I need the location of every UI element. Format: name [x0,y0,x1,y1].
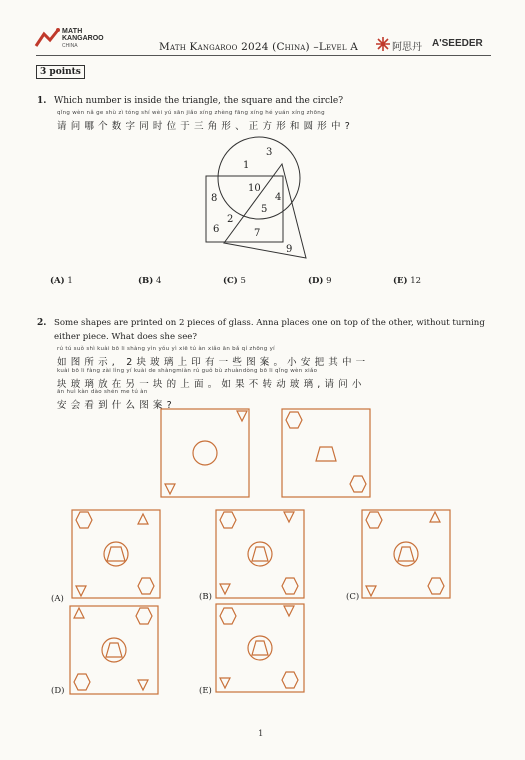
q2-option-c-image [362,510,450,598]
region-number: 3 [266,147,273,158]
q2-option-a-label[interactable]: (A) [51,594,64,604]
seeder-star-icon [376,37,390,51]
logo-text-china: CHINA [62,43,78,49]
q2-hanzi-line3: 安会看到什么图案? [57,400,176,411]
q2-option-d-image [70,606,158,694]
q2-pinyin-line1: rú tú suǒ shì kuài bō li shàng yìn yǒu yì xiē tú àn xiǎo ān bǎ qí zhōng yí [57,346,275,352]
region-number: 5 [261,204,268,215]
q2-hanzi-line2: 块玻璃放在另一块的上面。如果不转动玻璃,请问小 [57,379,366,390]
region-number: 8 [211,193,218,204]
q2-option-e-label[interactable]: (E) [199,686,212,696]
region-number: 6 [213,224,220,235]
q2-pinyin-line3: ān huì kàn dào shén me tú àn [57,389,148,395]
glass-piece-1 [161,409,249,497]
logo-text-kangaroo: KANGAROO [62,35,104,42]
q1-option-a[interactable]: (A) 1 [50,276,73,286]
page-title: Math Kangaroo 2024 (China) –Level A [159,41,359,53]
q1-hanzi: 请问哪个数字同时位于三角形、正方形和圆形中? [57,121,354,132]
logo-text-math: MATH [62,28,83,35]
partner-name-en: A'SEEDER [432,38,483,49]
q1-option-c[interactable]: (C) 5 [223,276,246,286]
q2-text-line2: either piece. What does she see? [54,332,197,342]
header-divider [36,55,491,56]
q2-number: 2. [37,318,47,328]
partner-name-cn: 阿思丹 [392,42,422,53]
q1-option-b[interactable]: (B) 4 [138,276,162,286]
region-number: 4 [275,192,282,203]
q2-option-a-image [72,510,160,598]
q1-number: 1. [37,96,47,106]
q2-option-b-image [216,510,304,598]
q2-option-b-label[interactable]: (B) [199,592,212,602]
q2-option-d-label[interactable]: (D) [51,686,65,696]
q1-pinyin: qǐng wèn nǎ ge shù zì tóng shí wèi yú sān jiǎo xíng zhèng fāng xíng hé yuán xíng zhōng [57,110,325,116]
region-number: 1 [243,160,250,171]
points-badge: 3 points [36,65,85,79]
q2-pinyin-line2: kuài bō li fàng zài lìng yí kuài de shàngmiàn rú guǒ bù zhuàndòng bō li qǐng wèn xiǎo [57,368,318,374]
q1-text: Which number is inside the triangle, the square and the circle? [54,96,344,106]
glass-piece-2 [282,409,370,497]
q1-option-d[interactable]: (D) 9 [308,276,332,286]
q2-option-e-image [216,604,304,692]
region-number: 7 [254,228,261,239]
q2-option-c-label[interactable]: (C) [346,592,360,602]
q2-text-line1: Some shapes are printed on 2 pieces of glass. Anna places one on top of the other, without turning [54,318,485,328]
region-number: 9 [286,244,293,255]
q2-hanzi-line1: 如图所示, 2块玻璃上印有一些图案。小安把其中一 [57,357,370,368]
region-number: 2 [227,214,234,225]
q1-option-e[interactable]: (E) 12 [393,276,422,286]
q1-venn-figure [195,134,335,266]
page-number: 1 [258,729,264,739]
q2-figures [0,400,525,710]
region-number: 10 [248,183,261,194]
